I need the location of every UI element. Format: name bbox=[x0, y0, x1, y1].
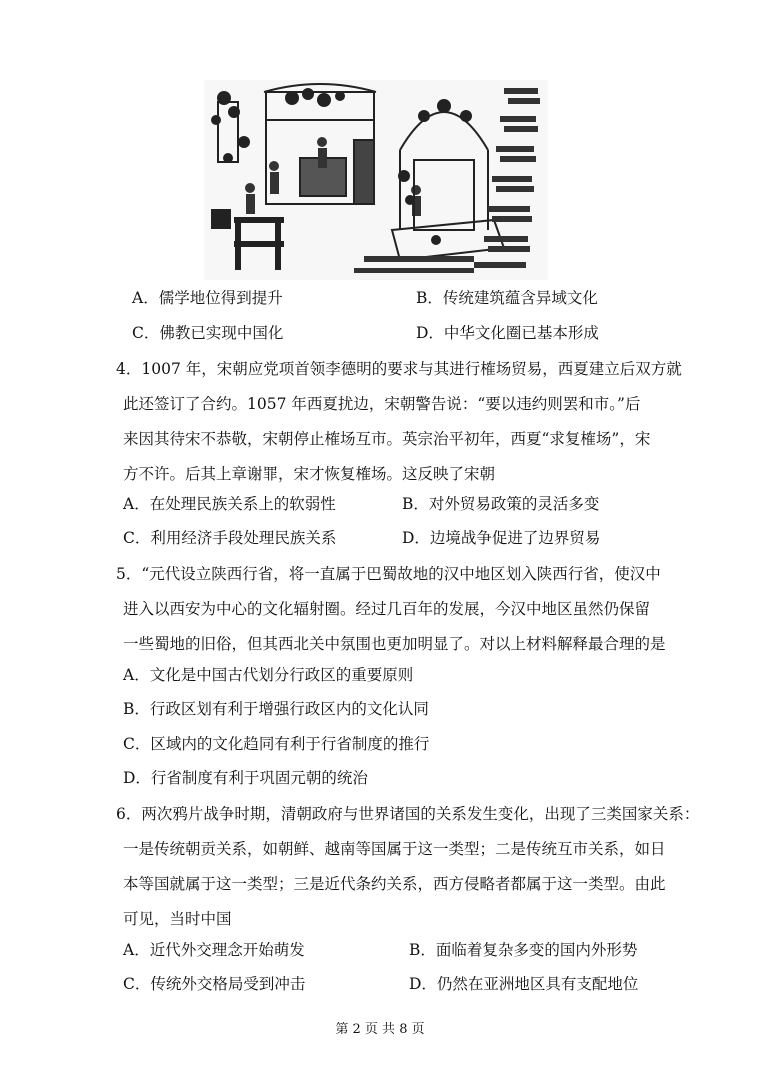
q6-stem-line: 6．两次鸦片战争时期，清朝政府与世界诸国的关系发生变化，出现了三类国家关系： bbox=[116, 805, 700, 823]
q5-stem-line: 一些蜀地的旧俗，但其西北关中氛围也更加明显了。对以上材料解释最合理的是 bbox=[123, 635, 666, 653]
q5-stem-line: 进入以西安为中心的文化辐射圈。经过几百年的发展，今汉中地区虽然仍保留 bbox=[123, 600, 651, 618]
mural-illustration bbox=[204, 80, 548, 280]
q6-option-a: A．近代外交理念开始萌发 bbox=[123, 941, 305, 959]
q5-option-a: A．文化是中国古代划分行政区的重要原则 bbox=[123, 666, 414, 684]
q4-option-a: A．在处理民族关系上的软弱性 bbox=[123, 495, 336, 513]
q6-stem-line: 本等国就属于这一类型；三是近代条约关系，西方侵略者都属于这一类型。由此 bbox=[123, 875, 666, 893]
q6-option-b: B．面临着复杂多变的国内外形势 bbox=[409, 941, 638, 959]
q6-option-c: C．传统外交格局受到冲击 bbox=[123, 975, 306, 993]
q3-option-a: A．儒学地位得到提升 bbox=[132, 289, 283, 307]
q4-stem-line: 4．1007 年，宋朝应党项首领李德明的要求与其进行榷场贸易，西夏建立后双方就 bbox=[116, 360, 682, 378]
q4-stem-line: 方不许。后其上章谢罪，宋才恢复榷场。这反映了宋朝 bbox=[123, 465, 496, 483]
q4-option-d: D．边境战争促进了边界贸易 bbox=[402, 529, 601, 547]
q6-stem-line: 一是传统朝贡关系，如朝鲜、越南等国属于这一类型；二是传统互市关系，如日 bbox=[123, 840, 666, 858]
ink-drawing-image bbox=[204, 80, 548, 280]
q4-option-c: C．利用经济手段处理民族关系 bbox=[123, 529, 337, 547]
q4-stem-line: 来因其待宋不恭敬，宋朝停止榷场互市。英宗治平初年，西夏“求复榷场”，宋 bbox=[123, 430, 651, 448]
q3-option-c: C．佛教已实现中国化 bbox=[132, 324, 284, 342]
q5-option-b: B．行政区划有利于增强行政区内的文化认同 bbox=[123, 700, 429, 718]
q6-option-d: D．仍然在亚洲地区具有支配地位 bbox=[409, 975, 639, 993]
q5-option-c: C．区域内的文化趋同有利于行省制度的推行 bbox=[123, 735, 430, 753]
q3-option-d: D．中华文化圈已基本形成 bbox=[416, 324, 599, 342]
q4-stem-line: 此还签订了合约。1057 年西夏扰边，宋朝警告说：“要以违约则罢和市。”后 bbox=[123, 395, 641, 413]
q6-stem-line: 可见，当时中国 bbox=[123, 910, 232, 928]
page-number: 第 2 页 共 8 页 bbox=[335, 1022, 425, 1037]
q5-option-d: D．行省制度有利于巩固元朝的统治 bbox=[123, 769, 368, 787]
q3-option-b: B．传统建筑蕴含异域文化 bbox=[416, 289, 598, 307]
q4-option-b: B．对外贸易政策的灵活多变 bbox=[402, 495, 600, 513]
q5-stem-line: 5．“元代设立陕西行省，将一直属于巴蜀故地的汉中地区划入陕西行省，使汉中 bbox=[116, 565, 661, 583]
